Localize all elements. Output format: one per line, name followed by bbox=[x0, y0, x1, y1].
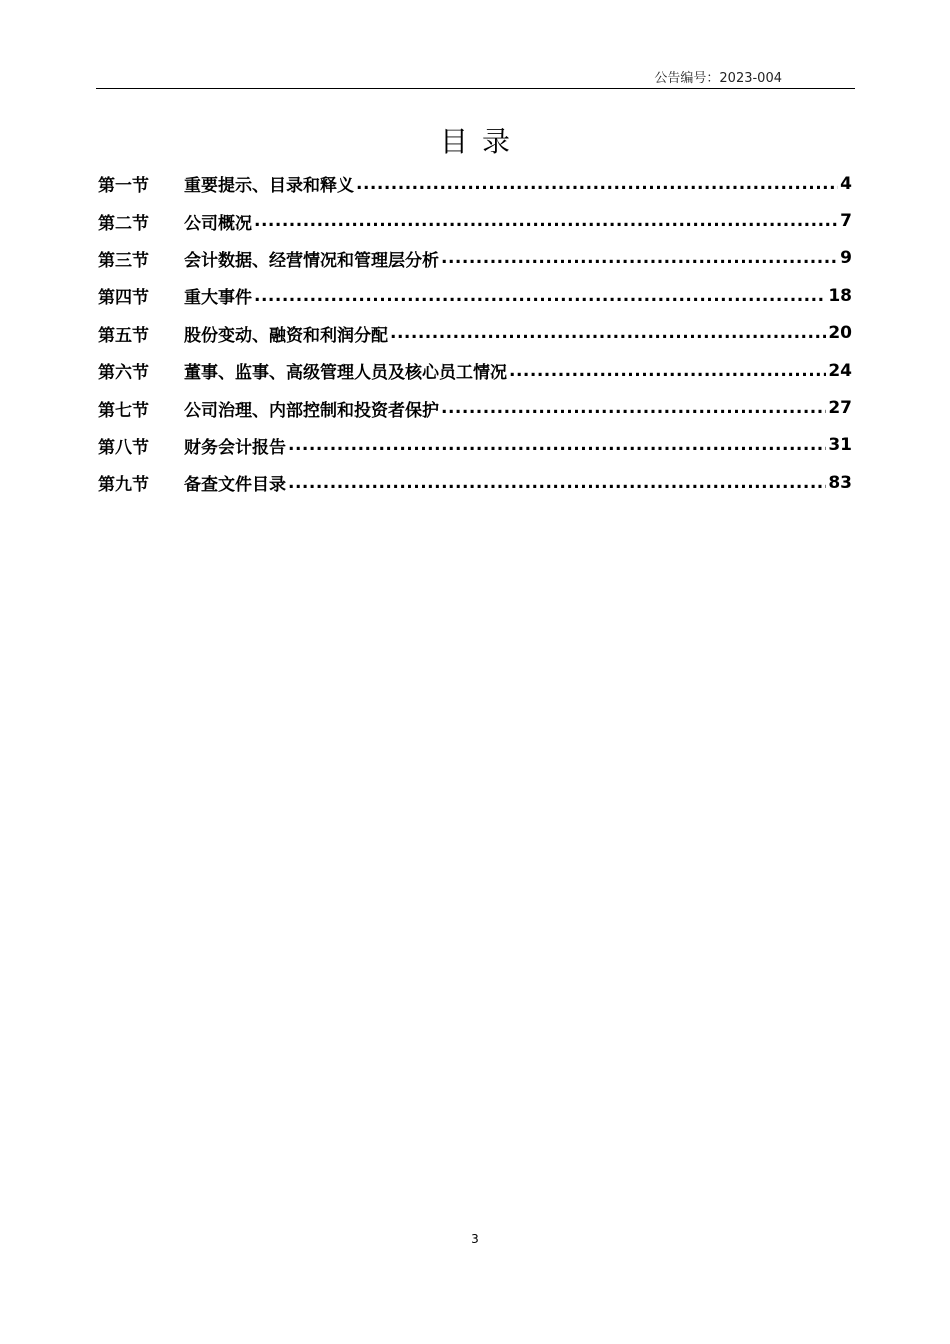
toc-section-name: 重大事件 bbox=[184, 288, 252, 309]
toc-section-name: 公司治理、内部控制和投资者保护 bbox=[184, 400, 439, 421]
toc-section-number: 第一节 bbox=[98, 176, 149, 197]
toc-section-name: 公司概况 bbox=[184, 213, 252, 234]
toc-section-name: 董事、监事、高级管理人员及核心员工情况 bbox=[184, 363, 507, 384]
toc-section-number: 第七节 bbox=[98, 400, 149, 421]
toc-item[interactable] bbox=[98, 165, 852, 202]
toc-dot-leader bbox=[254, 286, 826, 306]
toc-item[interactable] bbox=[98, 277, 852, 314]
toc-section-name: 备查文件目录 bbox=[184, 475, 286, 496]
header-divider bbox=[96, 88, 855, 89]
toc-page-number: 20 bbox=[828, 323, 852, 344]
toc-section-name: 会计数据、经营情况和管理层分析 bbox=[184, 250, 439, 271]
toc-dot-leader bbox=[288, 473, 826, 493]
toc-page-number: 9 bbox=[840, 248, 852, 269]
announcement-code: 公告编号：2023-004 bbox=[654, 71, 782, 86]
toc-dot-leader bbox=[356, 174, 838, 194]
toc-page-number: 83 bbox=[828, 472, 852, 493]
toc-dot-leader bbox=[288, 435, 826, 455]
toc-page-number: 27 bbox=[828, 398, 852, 419]
toc-dot-leader bbox=[441, 398, 826, 418]
toc-dot-leader bbox=[509, 361, 826, 381]
toc-section-number: 第五节 bbox=[98, 325, 149, 346]
toc-item[interactable] bbox=[98, 464, 852, 501]
toc-section-number: 第三节 bbox=[98, 250, 149, 271]
toc-dot-leader bbox=[254, 211, 838, 231]
toc-page-number: 7 bbox=[840, 211, 852, 232]
toc-page-number: 24 bbox=[828, 360, 852, 381]
toc-section-number: 第六节 bbox=[98, 363, 149, 384]
toc-section-number: 第四节 bbox=[98, 288, 149, 309]
toc-item[interactable] bbox=[98, 427, 852, 464]
toc-section-name: 重要提示、目录和释义 bbox=[184, 176, 354, 197]
toc-title: 目录 bbox=[439, 125, 524, 158]
toc-section-number: 第八节 bbox=[98, 437, 149, 458]
toc-page-number: 31 bbox=[828, 435, 852, 456]
toc-section-name: 股份变动、融资和利润分配 bbox=[184, 325, 388, 346]
toc-item[interactable] bbox=[98, 240, 852, 277]
toc-item[interactable] bbox=[98, 389, 852, 426]
toc-item[interactable] bbox=[98, 352, 852, 389]
toc-page-number: 18 bbox=[828, 285, 852, 306]
toc-list bbox=[98, 165, 852, 502]
toc-section-name: 财务会计报告 bbox=[184, 437, 286, 458]
toc-page-number: 4 bbox=[840, 173, 852, 194]
toc-item[interactable] bbox=[98, 315, 852, 352]
toc-dot-leader bbox=[390, 323, 826, 343]
toc-section-number: 第二节 bbox=[98, 213, 149, 234]
toc-dot-leader bbox=[441, 248, 838, 268]
toc-section-number: 第九节 bbox=[98, 475, 149, 496]
page-number: 3 bbox=[471, 1232, 479, 1246]
toc-item[interactable] bbox=[98, 202, 852, 239]
